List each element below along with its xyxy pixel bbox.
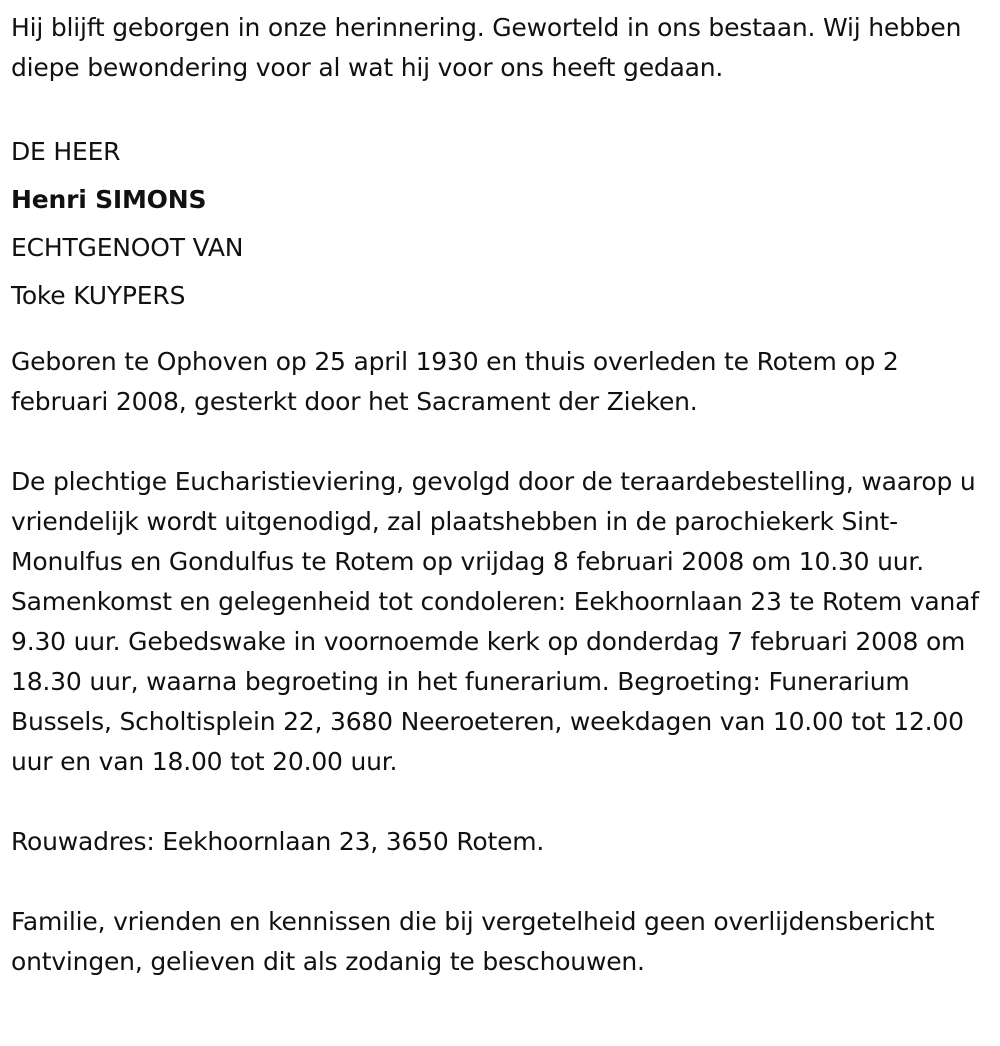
intro-paragraph: Hij blijft geborgen in onze herinnering. Geworteld in ons bestaan. Wij hebben diepe bewondering voor al wat hij voor ons heeft gedaan. xyxy=(11,13,962,82)
address-paragraph: Rouwadres: Eekhoornlaan 23, 3650 Rotem. xyxy=(11,827,545,856)
relation-label: ECHTGENOOT VAN xyxy=(11,233,244,262)
spacer xyxy=(11,862,986,902)
title-prefix: DE HEER xyxy=(11,137,121,166)
ceremony-paragraph: De plechtige Eucharistieviering, gevolgd door de teraardebestelling, waarop u vriendelijk wordt uitgenodigd, zal plaatshebben in de parochiekerk Sint-Monulfus en Gondulfus te Rotem op vrijdag 8 februari 2008 om 10.30 uur. Samenkomst en gelegenheid tot condoleren: Eekhoornlaan 23 te Rotem vanaf 9.30 uur. Gebedswake in voornoemde kerk op donderdag 7 februari 2008 om 18.30 uur, waarna begroeting in het funerarium. Begroeting: Funerarium Bussels, Scholtisplein 22, 3680 Neeroeteren, weekdagen van 10.00 tot 12.00 uur en van 18.00 tot 20.00 uur. xyxy=(11,467,979,776)
obituary-document xyxy=(11,8,986,982)
name-block xyxy=(11,128,986,320)
spacer xyxy=(11,320,986,342)
closing-paragraph: Familie, vrienden en kennissen die bij vergetelheid geen overlijdensbericht ontvingen, gelieven dit als zodanig te beschouwen. xyxy=(11,907,935,976)
spacer xyxy=(11,88,986,128)
spacer xyxy=(11,782,986,822)
birth-death-paragraph: Geboren te Ophoven op 25 april 1930 en thuis overleden te Rotem op 2 februari 2008, gesterkt door het Sacrament der Zieken. xyxy=(11,347,899,416)
spouse-name: Toke KUYPERS xyxy=(11,281,186,310)
spacer xyxy=(11,422,986,462)
deceased-name: Henri SIMONS xyxy=(11,185,207,214)
